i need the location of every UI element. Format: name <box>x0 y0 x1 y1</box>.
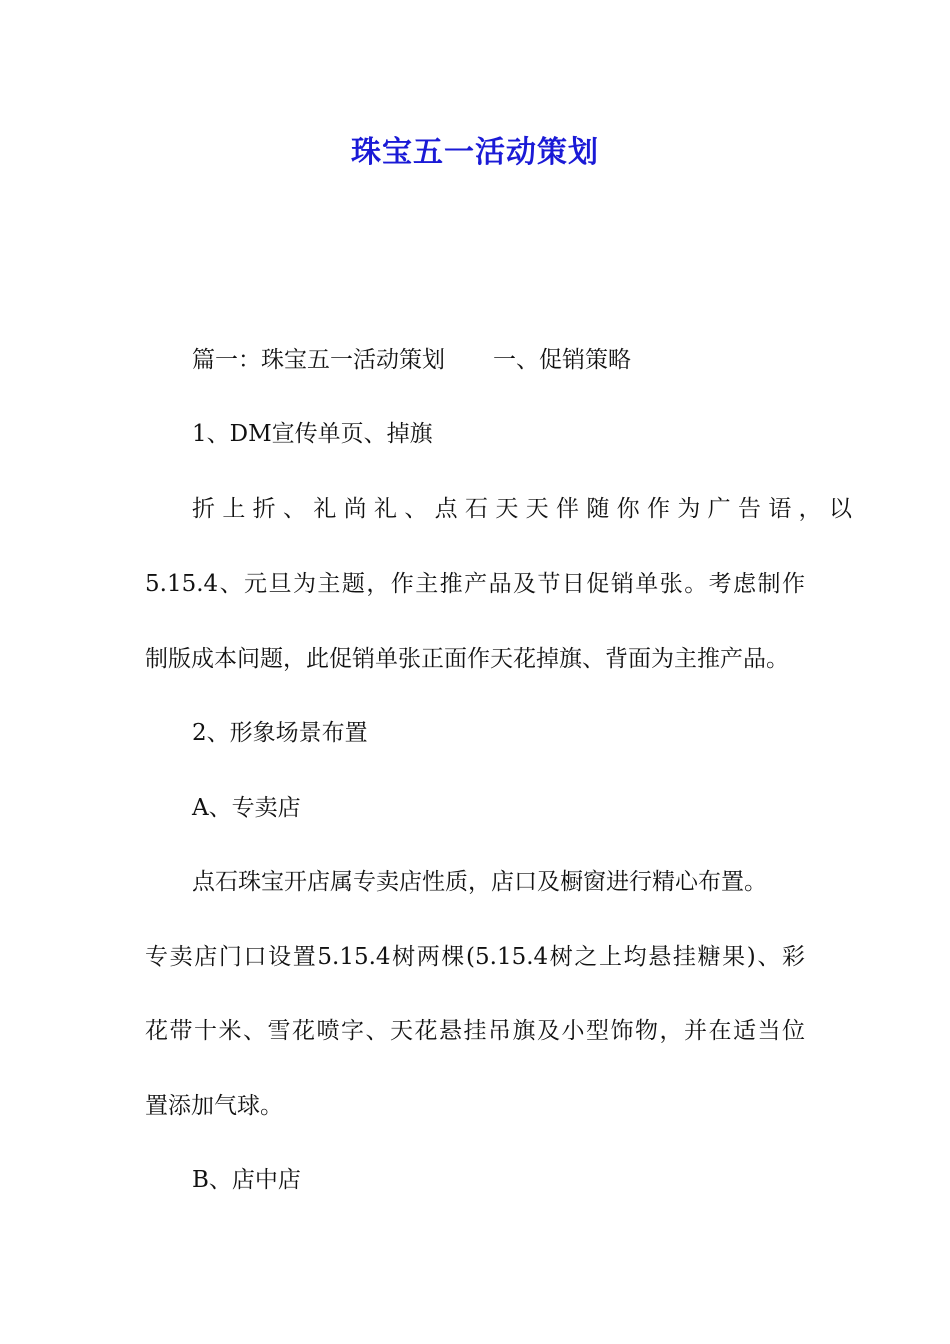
paragraph-line: 花带十米、雪花喷字、天花悬挂吊旗及小型饰物，并在适当位 <box>145 1018 805 1044</box>
paragraph-line: 1、DM宣传单页、掉旗 <box>192 421 433 447</box>
paragraph-line: 2、形象场景布置 <box>192 720 368 746</box>
paragraph-line: 5.15.4、元旦为主题，作主推产品及节日促销单张。考虑制作 <box>145 571 805 597</box>
paragraph-line: 专卖店门口设置5.15.4树两棵(5.15.4树之上均悬挂糖果)、彩 <box>145 944 805 970</box>
section-heading-line <box>145 342 852 378</box>
paragraph-line: 置添加气球。 <box>145 1093 283 1119</box>
paragraph-line: A、专卖店 <box>192 795 301 821</box>
paragraph-line: B、店中店 <box>192 1167 301 1193</box>
paragraph-line: 折上折、礼尚礼、点石天天伴随你作为广告语，以 <box>192 496 852 522</box>
document-title: 珠宝五一活动策划 <box>351 135 599 170</box>
section-heading: 一、促销策略 <box>493 347 631 373</box>
paragraph-line: 点石珠宝开店属专卖店性质，店口及橱窗进行精心布置。 <box>192 869 767 895</box>
paragraph-line: 制版成本问题，此促销单张正面作天花掉旗、背面为主推产品。 <box>145 646 789 672</box>
article-heading: 篇一：珠宝五一活动策划 <box>192 347 445 373</box>
